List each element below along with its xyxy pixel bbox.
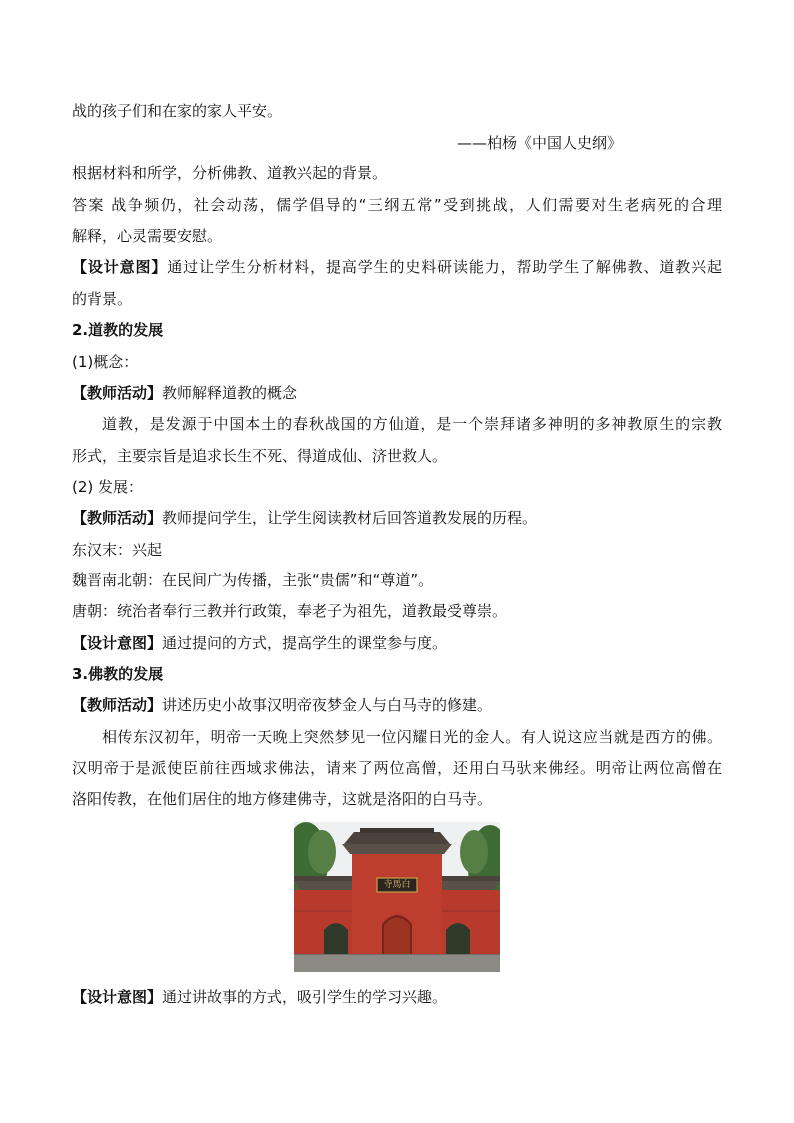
teacher-activity-2 [72,508,722,528]
design-intent-text: 通过提问的方式，提高学生的课堂参与度。 [162,634,448,652]
period-tang: 唐朝：统治者奉行三教并行政策，奉老子为祖先，道教最受尊崇。 [72,602,508,620]
design-intent-text: 通过讲故事的方式，吸引学生的学习兴趣。 [162,988,448,1006]
daoism-definition-2: 形式，主要宗旨是追求长生不死、得道成仙、济世救人。 [72,447,448,465]
design-intent-label: 【设计意图】 [72,634,163,652]
subheading-concept: (1)概念： [72,353,139,371]
story-line-2: 汉明帝于是派使臣前往西域求佛法，请来了两位高僧，还用白马驮来佛经。明帝让两位高僧在 [72,759,722,777]
question-text: 根据材料和所学，分析佛教、道教兴起的背景。 [72,164,388,182]
teacher-activity-label: 【教师活动】 [72,384,163,402]
design-intent-1-cont: 的背景。 [72,290,133,308]
section-heading-daoism: 2.道教的发展 [72,321,164,339]
teacher-activity-text: 教师提问学生，让学生阅读教材后回答道教发展的历程。 [162,509,538,527]
design-intent-3 [72,987,722,1007]
teacher-activity-1 [72,383,722,403]
story-line-1: 相传东汉初年，明帝一天晚上突然梦见一位闪耀日光的金人。有人说这应当就是西方的佛。 [102,728,722,746]
period-eastern-han: 东汉末：兴起 [72,541,163,559]
design-intent-label: 【设计意图】 [72,258,168,276]
daoism-definition-1: 道教，是发源于中国本土的春秋战国的方仙道，是一个崇拜诸多神明的多神教原生的宗教 [102,415,722,433]
white-horse-temple-photo [294,822,500,972]
subheading-development: (2) 发展： [72,478,144,496]
teacher-activity-3 [72,695,722,715]
source-citation: ——柏杨《中国人史纲》 [456,134,622,152]
design-intent-2 [72,633,722,653]
teacher-activity-text: 教师解释道教的概念 [162,384,298,402]
period-wei-jin: 魏晋南北朝：在民间广为传播，主张“贵儒”和“尊道”。 [72,571,434,589]
teacher-activity-text: 讲述历史小故事汉明帝夜梦金人与白马寺的修建。 [162,696,493,714]
teacher-activity-label: 【教师活动】 [72,696,163,714]
design-intent-label: 【设计意图】 [72,988,163,1006]
answer-line-1: 答案 战争频仍，社会动荡，儒学倡导的“三纲五常”受到挑战，人们需要对生老病死的合理 [72,196,722,214]
answer-line-2: 解释，心灵需要安慰。 [72,227,223,245]
design-intent-text: 通过让学生分析材料，提高学生的史料研读能力，帮助学生了解佛教、道教兴起 [167,258,722,276]
design-intent-1 [72,257,722,277]
story-line-3: 洛阳传教，在他们居住的地方修建佛寺，这就是洛阳的白马寺。 [72,790,493,808]
text-line: 战的孩子们和在家的家人平安。 [72,102,283,120]
teacher-activity-label: 【教师活动】 [72,509,163,527]
section-heading-buddhism: 3.佛教的发展 [72,665,164,683]
temple-plaque-text: 寺馬白 [383,880,411,890]
